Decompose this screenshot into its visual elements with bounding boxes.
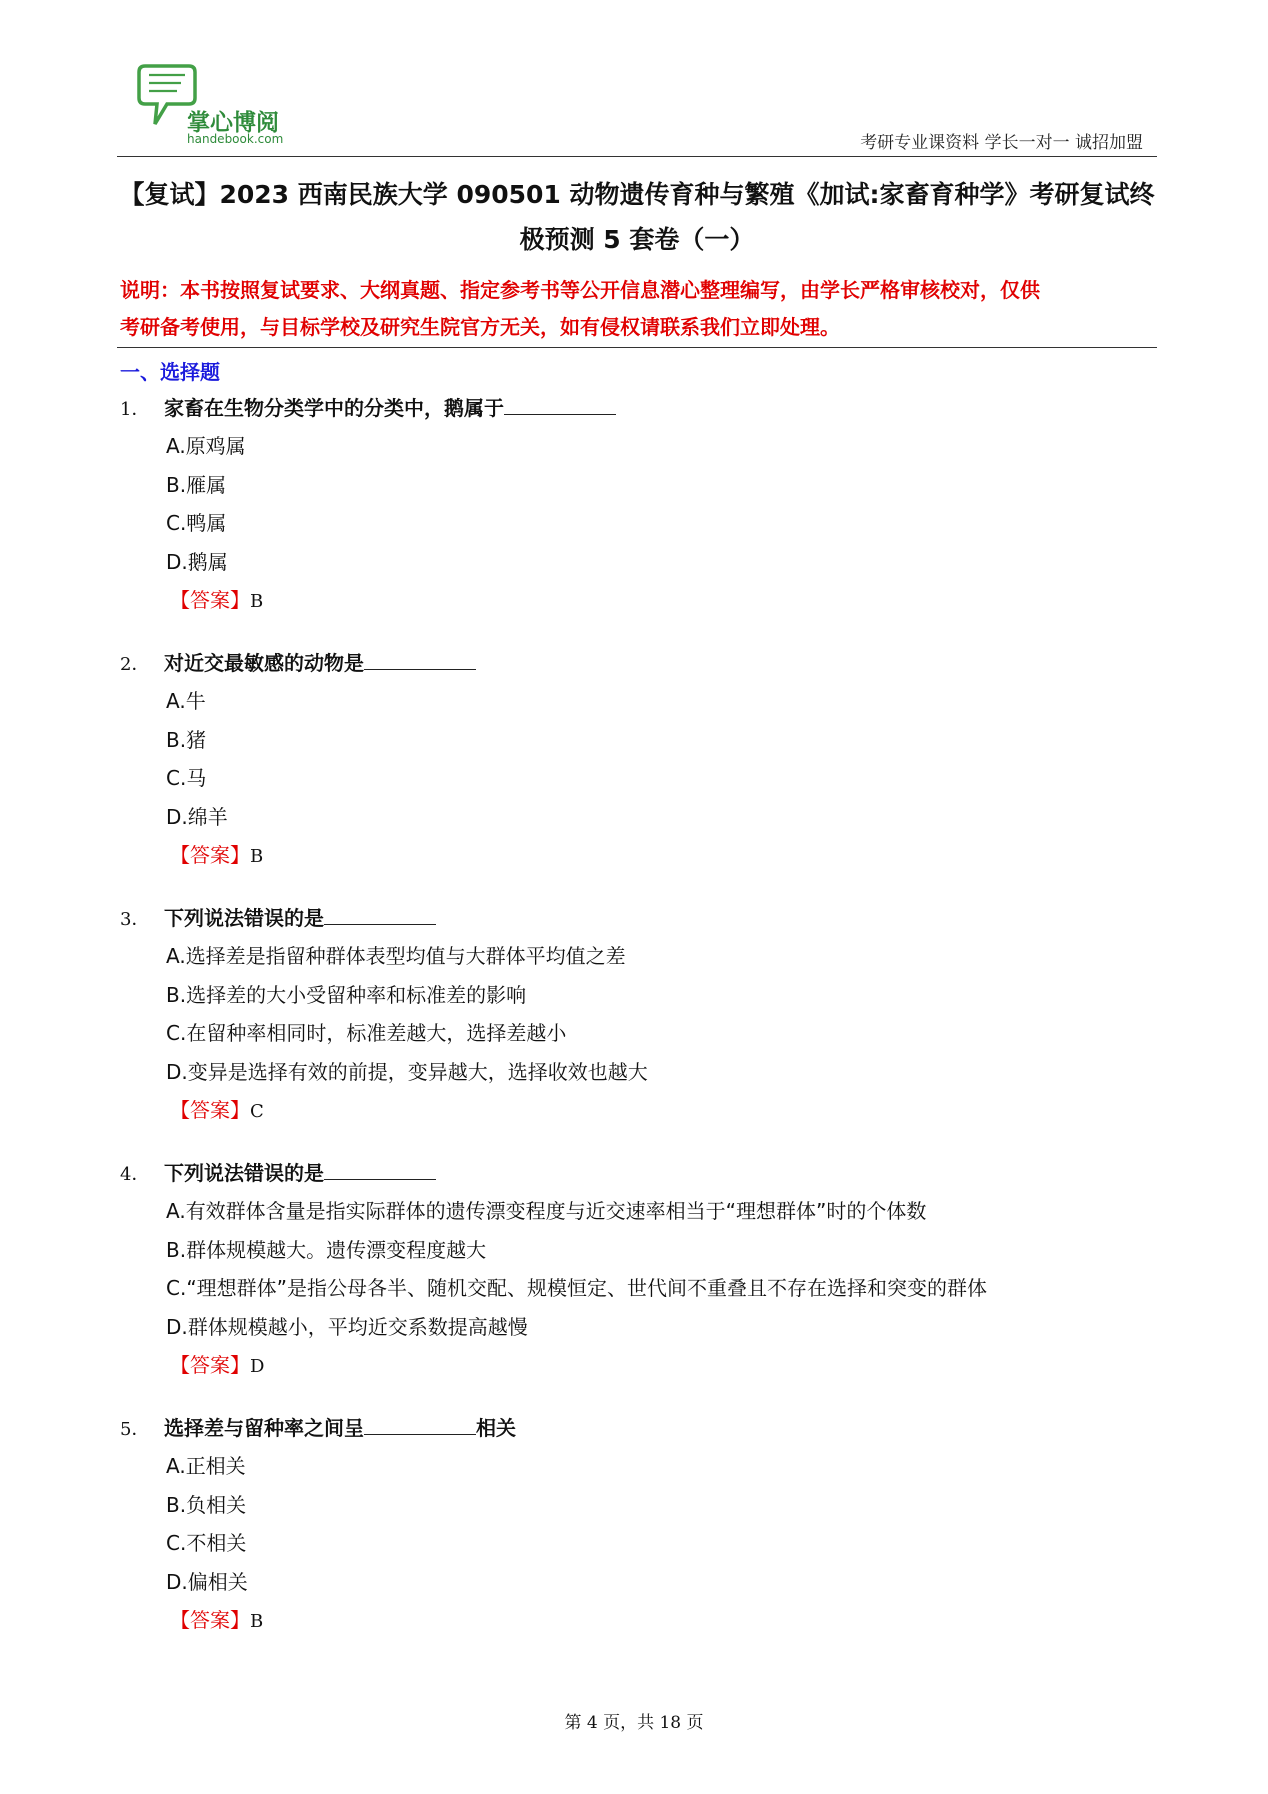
answer-line — [120, 581, 1160, 619]
question-text: 家畜在生物分类学中的分类中，鹅属于 — [164, 396, 504, 420]
section-title: 一、选择题 — [120, 360, 220, 384]
option-c: C.在留种率相同时，标准差越大，选择差越小 — [166, 1021, 567, 1045]
question-stem — [120, 645, 1160, 682]
question-text-after: 相关 — [476, 1416, 516, 1440]
answer-value: C — [250, 1101, 264, 1122]
question-stem — [120, 1155, 1160, 1192]
option-d: D.变异是选择有效的前提，变异越大，选择收效也越大 — [166, 1059, 648, 1084]
option-a: A.正相关 — [166, 1454, 246, 1478]
option-c: C.鸭属 — [166, 511, 227, 535]
answer-label: 【答案】 — [170, 1608, 250, 1632]
answer-value: B — [250, 846, 264, 867]
option-a: A.牛 — [166, 689, 206, 713]
option-b: B.猪 — [166, 727, 207, 752]
question-4 — [120, 1155, 1160, 1384]
question-stem — [120, 390, 1160, 427]
option-b: B.雁属 — [166, 472, 227, 497]
notice-line-2: 考研备考使用，与目标学校及研究生院官方无关，如有侵权请联系我们立即处理。 — [120, 315, 840, 339]
answer-line — [120, 1601, 1160, 1639]
answer-line — [120, 1091, 1160, 1129]
answer-blank — [504, 390, 616, 415]
answer-label: 【答案】 — [170, 1098, 250, 1122]
handebook-logo — [137, 62, 287, 148]
question-number: 2． — [120, 654, 150, 675]
option-c: C.马 — [166, 766, 207, 790]
page-footer: 第 4 页，共 18 页 — [564, 1713, 704, 1733]
notice-line-1: 说明：本书按照复试要求、大纲真题、指定参考书等公开信息潜心整理编写，由学长严格审核校对，仅供 — [120, 278, 1040, 302]
answer-value: D — [250, 1356, 265, 1377]
question-number: 3． — [120, 909, 150, 930]
question-text: 下列说法错误的是 — [164, 906, 324, 930]
option-d: D.群体规模越小，平均近交系数提高越慢 — [166, 1314, 528, 1339]
logo-text: 掌心博阅 — [187, 110, 279, 136]
logo-url: handebook.com — [187, 132, 284, 146]
option-b: B.负相关 — [166, 1492, 247, 1517]
question-number: 4． — [120, 1164, 150, 1185]
document-title — [117, 172, 1157, 262]
question-stem — [120, 900, 1160, 937]
option-a: A.原鸡属 — [166, 434, 246, 458]
question-number: 1． — [120, 399, 150, 420]
header-tagline: 考研专业课资料 学长一对一 诚招加盟 — [860, 133, 1143, 153]
title-line-1: 【复试】2023 西南民族大学 090501 动物遗传育种与繁殖《加试:家畜育种学》考研复试终 — [119, 180, 1155, 209]
disclaimer-notice — [120, 272, 1157, 346]
answer-label: 【答案】 — [170, 843, 250, 867]
answer-blank — [364, 645, 476, 670]
answer-label: 【答案】 — [170, 1353, 250, 1377]
question-text: 下列说法错误的是 — [164, 1161, 324, 1185]
answer-blank — [324, 1155, 436, 1180]
question-list — [120, 390, 1160, 1665]
option-c: C.“理想群体”是指公母各半、随机交配、规模恒定、世代间不重叠且不存在选择和突变的群体 — [166, 1276, 988, 1300]
title-line-2: 极预测 5 套卷（一） — [519, 225, 755, 254]
question-stem — [120, 1410, 1160, 1447]
option-b: B.群体规模越大。遗传漂变程度越大 — [166, 1237, 487, 1262]
question-text: 选择差与留种率之间呈 — [164, 1416, 364, 1440]
answer-blank — [324, 900, 436, 925]
answer-line — [120, 836, 1160, 874]
option-d: D.偏相关 — [166, 1569, 248, 1594]
question-number: 5． — [120, 1419, 150, 1440]
question-5 — [120, 1410, 1160, 1639]
divider — [117, 347, 1157, 348]
question-1 — [120, 390, 1160, 619]
answer-blank — [364, 1410, 476, 1435]
page-header — [117, 58, 1157, 157]
option-c: C.不相关 — [166, 1531, 247, 1555]
option-a: A.有效群体含量是指实际群体的遗传漂变程度与近交速率相当于“理想群体”时的个体数 — [166, 1199, 927, 1223]
answer-value: B — [250, 591, 264, 612]
question-2 — [120, 645, 1160, 874]
question-text: 对近交最敏感的动物是 — [164, 651, 364, 675]
option-d: D.绵羊 — [166, 804, 228, 829]
answer-label: 【答案】 — [170, 588, 250, 612]
option-b: B.选择差的大小受留种率和标准差的影响 — [166, 982, 527, 1007]
answer-value: B — [250, 1611, 264, 1632]
option-a: A.选择差是指留种群体表型均值与大群体平均值之差 — [166, 944, 626, 968]
answer-line — [120, 1346, 1160, 1384]
option-d: D.鹅属 — [166, 549, 228, 574]
question-3 — [120, 900, 1160, 1129]
